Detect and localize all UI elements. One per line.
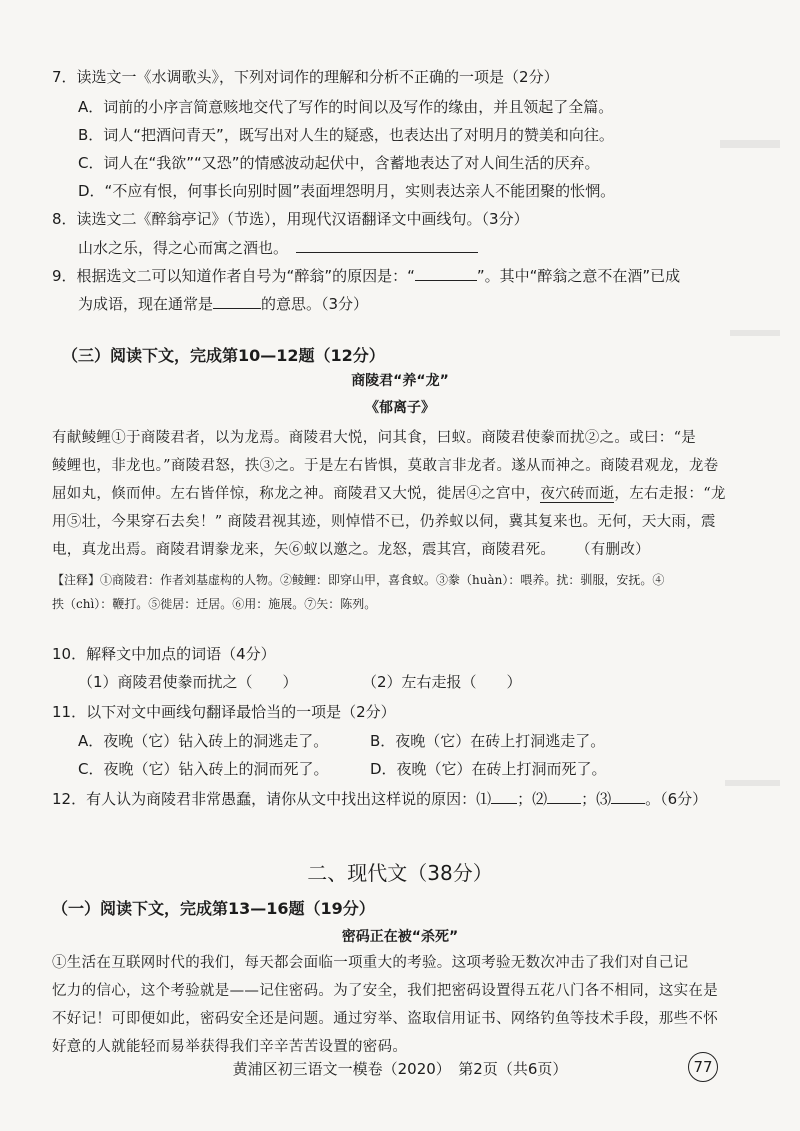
question-11-option-c: C．夜晚（它）钻入砖上的洞而死了。 [78, 760, 329, 778]
edited-note: （有删改） [583, 542, 650, 558]
question-9-text-b: ”。其中“醉翁之意不在酒”已成 [476, 267, 681, 285]
article-line-4: 好意的人就能轻而易举获得我们辛辛苦苦设置的密码。 [52, 1039, 408, 1055]
question-12-blank-1[interactable] [491, 787, 517, 804]
part-2-heading: 二、现代文（38分） [307, 861, 493, 885]
question-12-stem: 12．有人认为商陵君非常愚蠢，请你从文中找出这样说的原因：⑴ [52, 790, 492, 808]
question-9-line2 [78, 292, 368, 315]
bleed-through-mark [720, 140, 780, 148]
article-line-2: 忆力的信心，这个考验就是——记住密码。为了安全，我们把密码设置得五花八门各不相同，这实在是 [52, 983, 718, 999]
question-11-option-a: A．夜晚（它）钻入砖上的洞逃走了。 [78, 732, 329, 750]
passage-line-3-end: ，左右走报：“龙 [614, 486, 726, 502]
article-title: 密码正在被“杀死” [341, 929, 459, 945]
question-10-item-1[interactable]: （1）商陵君使豢而扰之（ ） [78, 673, 298, 691]
question-12 [52, 787, 707, 810]
underlined-sentence: 夜穴砖而逝 [540, 486, 615, 502]
passage-line-4: 用⑤壮，今果穿石去矣！” 商陵君视其迹，则悼惜不已，仍养蚁以伺，冀其复来也。无何，天大雨，震 [52, 514, 716, 530]
question-12-blank-3[interactable] [611, 787, 645, 804]
question-8-sentence-text: 山水之乐，得之心而寓之酒也。 [78, 239, 289, 257]
question-7-option-a: A．词前的小序言简意赅地交代了写作的时间以及写作的缘由，并且领起了全篇。 [78, 98, 614, 116]
question-9-line1 [52, 264, 680, 287]
question-8-stem: 8．读选文二《醉翁亭记》（节选），用现代汉语翻译文中画线句。（3分） [52, 210, 529, 228]
question-7-option-c: C．词人在“我欲”“又恐”的情感波动起伏中，含蓄地表达了对人间生活的厌弃。 [78, 154, 600, 172]
passage-source: 《郁离子》 [365, 400, 435, 416]
question-7-option-d: D．“不应有恨，何事长向别时圆”表面埋怨明月，实则表达亲人不能团聚的怅惘。 [78, 182, 616, 200]
bleed-through-mark [730, 330, 780, 336]
notes-line-2: 抶（chì）：鞭打。⑤徙居：迁居。⑥用：施展。⑦矢：陈列。 [52, 597, 377, 611]
article-line-1: ①生活在互联网时代的我们，每天都会面临一项重大的考验。这项考验无数次冲击了我们对自己记 [52, 955, 689, 971]
question-8-sentence [78, 236, 478, 259]
question-12-end: 。（6分） [645, 790, 708, 808]
question-10-item-2[interactable]: （2）左右走报（ ） [362, 673, 522, 691]
bleed-through-mark [725, 780, 780, 786]
passage-line-5 [52, 539, 650, 561]
question-12-sep-2: ；⑵ [517, 790, 548, 808]
passage-line-2: 鲮鲤也，非龙也。”商陵君怒，抶③之。于是左右皆惧，莫敢言非龙者。遂从而神之。商陵君观龙，龙卷 [52, 458, 719, 474]
question-7-option-b: B．词人“把酒问青天”，既写出对人生的疑惑，也表达出了对明月的赞美和向往。 [78, 126, 614, 144]
passage-line-1: 有献鲮鲤①于商陵君者，以为龙焉。商陵君大悦，问其食，曰蚁。商陵君使豢而扰②之。或曰：“是 [52, 430, 697, 446]
question-11-stem: 11．以下对文中画线句翻译最恰当的一项是（2分） [52, 703, 396, 721]
page-footer: 黄浦区初三语文一模卷（2020） 第2页（共6页） [232, 1060, 568, 1078]
passage-title: 商陵君“养“龙” [351, 373, 449, 389]
question-9-text-a: 9．根据选文二可以知道作者自号为“醉翁”的原因是：“ [52, 267, 415, 285]
page-badge: 77 [688, 1052, 718, 1082]
question-11-option-d: D．夜晚（它）在砖上打洞而死了。 [370, 760, 607, 778]
part-2-sub-heading: （一）阅读下文，完成第13—16题（19分） [52, 899, 375, 918]
question-11-option-b: B．夜晚（它）在砖上打洞逃走了。 [370, 732, 606, 750]
passage-line-3-text: 屈如丸，倏而伸。左右皆佯惊，称龙之神。商陵君又大悦，徙居④之宫中， [52, 486, 541, 502]
article-line-3: 不好记！可即便如此，密码安全还是问题。通过穷举、盗取信用证书、网络钓鱼等技术手段，那些不怀 [52, 1011, 718, 1027]
question-10-stem: 10．解释文中加点的词语（4分） [52, 645, 276, 663]
passage-line-3 [52, 483, 726, 505]
question-8-answer-blank[interactable] [296, 236, 478, 253]
question-9-blank-2[interactable] [213, 292, 261, 309]
notes-line-1: 【注释】①商陵君：作者刘基虚构的人物。②鲮鲤：即穿山甲，喜食蚁。③豢（huàn）：喂养。扰：驯服，安抚。④ [52, 573, 665, 587]
question-12-sep-3: ；⑶ [581, 790, 612, 808]
question-9-text-d: 的意思。（3分） [261, 295, 369, 313]
question-9-text-c: 为成语，现在通常是 [78, 295, 214, 313]
section-3-heading: （三）阅读下文，完成第10—12题（12分） [62, 346, 385, 365]
question-12-blank-2[interactable] [547, 787, 581, 804]
question-9-blank-1[interactable] [415, 264, 477, 281]
passage-line-5-text: 电，真龙出焉。商陵君谓豢龙来，矢⑥蚁以邀之。龙怒，震其宫，商陵君死。 [52, 542, 556, 558]
question-7-stem: 7．读选文一《水调歌头》，下列对词作的理解和分析不正确的一项是（2分） [52, 68, 559, 86]
